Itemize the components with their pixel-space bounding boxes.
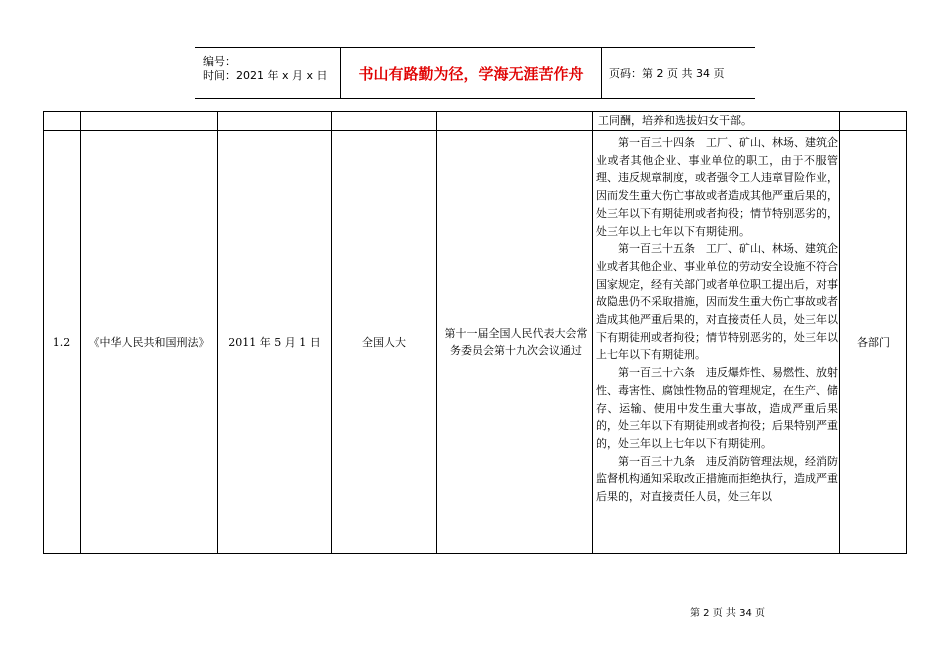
provision-paragraph: 第一百三十五条 工厂、矿山、林场、建筑企业或者其他企业、事业单位的劳动安全设施不符合国家规定，经有关部门或者单位职工提出后，对事故隐患仍不采取措施，因而发生重大伤亡事故或者造成其他严重后果的，对直接责任人员，处三年以下有期徒刑或者拘役；情节特别恶劣的，处三年以上七年以下有期徒刑。 [596,242,838,362]
page-number-label: 页码：第 2 页 共 34 页 [609,67,725,80]
column-divider [839,111,840,553]
table-border-right [906,111,907,553]
responsible-department: 各部门 [857,336,890,349]
header-meta [195,48,341,98]
issuing-authority: 全国人大 [362,336,406,349]
page-footer: 第 2 页 共 34 页 [690,608,765,619]
column-divider [217,111,218,553]
provision-paragraph: 第一百三十六条 违反爆炸性、易燃性、放射性、毒害性、腐蚀性物品的管理规定，在生产、储存、运输、使用中发生重大事故，造成严重后果的，处三年以下有期徒刑或者拘役；后果特别严重的，处三年以上七年以下有期徒刑。 [596,366,838,450]
continuation-text: 工同酬，培养和选拔妇女干部。 [598,114,752,127]
number-label: 编号： [203,55,236,68]
column-divider [331,111,332,553]
column-divider [592,111,593,553]
provision-paragraph: 第一百三十四条 工厂、矿山、林场、建筑企业或者其他企业、事业单位的职工，由于不服管理、违反规章制度，或者强令工人违章冒险作业，因而发生重大伤亡事故或者造成其他严重后果的，处三年以下有期徒刑或者拘役；情节特别恶劣的，处三年以上七年以下有期徒刑。 [596,136,838,238]
page-header [195,47,755,99]
column-divider [436,111,437,553]
law-name: 《中华人民共和国刑法》 [88,336,210,349]
table-border-left [43,111,44,553]
motto-text: 书山有路勤为径，学海无涯苦作舟 [341,48,602,98]
column-divider [80,111,81,553]
regulation-table [43,111,907,553]
provision-paragraph: 第一百三十九条 违反消防管理法规，经消防监督机构通知采取改正措施而拒绝执行，造成严重后果的，对直接责任人员，处三年以 [596,454,838,504]
table-row [43,130,907,554]
provisions-text [596,134,838,506]
row-number: 1.2 [52,335,71,349]
effective-date: 2011 年 5 月 1 日 [228,336,321,349]
time-label: 时间：2021 年 x 月 x 日 [203,69,328,82]
table-row-continuation [43,111,907,130]
approval-info: 第十一届全国人民代表大会常务委员会第十九次会议通过 [444,327,588,357]
